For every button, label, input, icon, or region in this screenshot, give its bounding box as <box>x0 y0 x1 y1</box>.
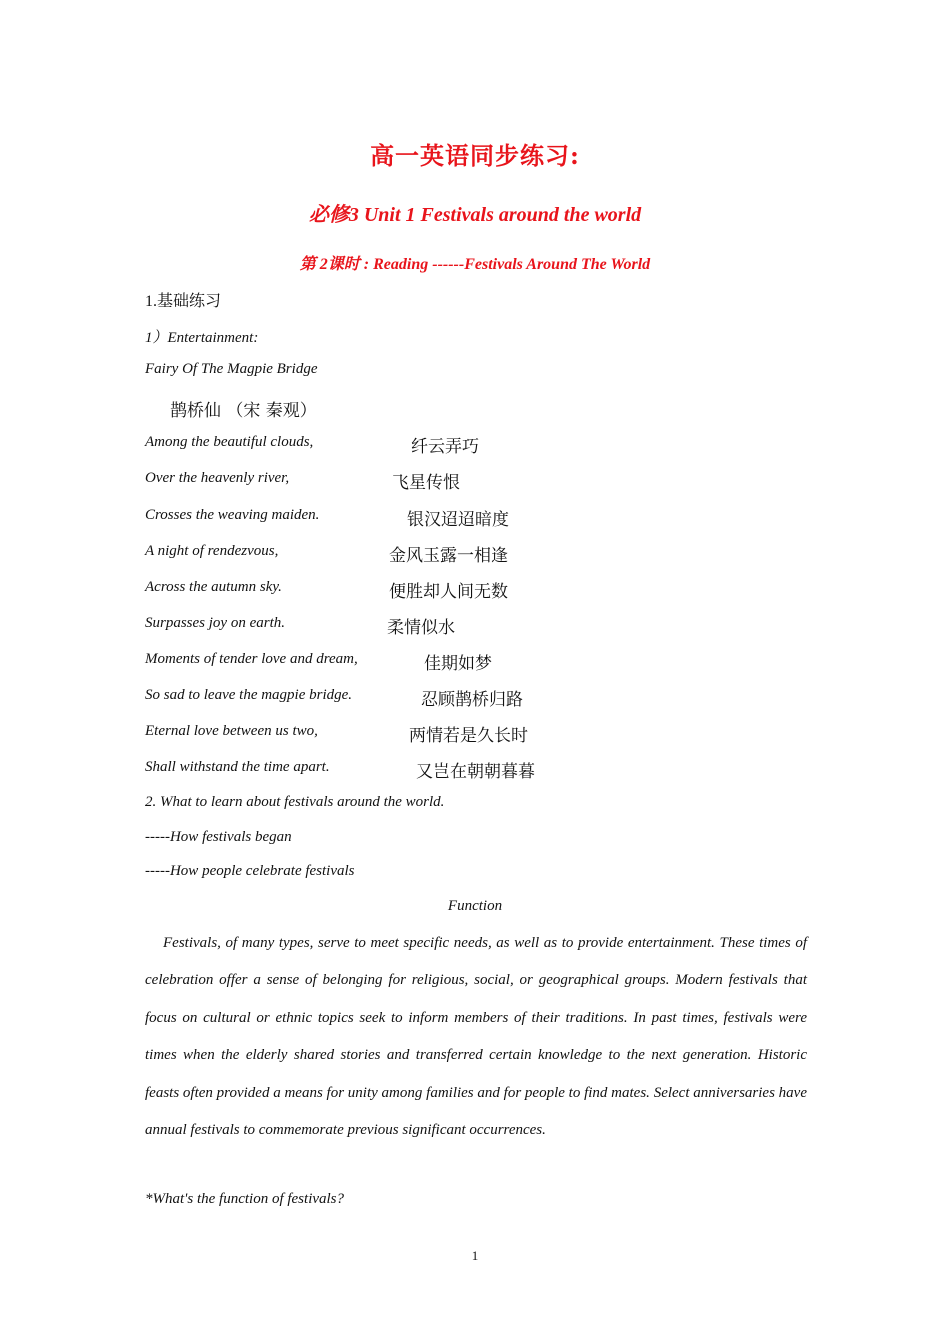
poem-line-cn: 飞星传恨 <box>392 473 460 493</box>
poem-line-en: Moments of tender love and dream, <box>145 651 358 667</box>
poem-line-cn: 柔情似水 <box>387 618 455 638</box>
poem-line-cn: 纤云弄巧 <box>411 437 479 457</box>
page-title: 高一英语同步练习: <box>370 141 580 170</box>
bullet-how-began: -----How festivals began <box>145 829 292 845</box>
page-number: 1 <box>471 1248 479 1263</box>
poem-line-en: Over the heavenly river, <box>145 470 290 486</box>
poem-line-cn: 忍顾鹊桥归路 <box>421 690 523 710</box>
poem-line-cn: 佳期如梦 <box>424 654 492 674</box>
function-paragraph: Festivals, of many types, serve to meet specific needs, as well as to provide entertainment. These times of celebration offer a sense of belonging for religious, social, or geographical groups. Modern festivals that focus on cultural or ethnic topics seek to inform members of their traditions. In past times, festivals were times when the elderly shared stories and transferred certain knowledge to the next generation. Historic feasts often provided a means for unity among families and for people to find mates. Select anniversaries have annual festivals to commemorate previous significant occurrences. <box>145 935 807 1139</box>
poem-line-cn: 又岂在朝朝暮暮 <box>416 762 535 782</box>
section2-heading: 2. What to learn about festivals around the world. <box>145 794 445 810</box>
poem-line-en: Surpasses joy on earth. <box>145 615 285 631</box>
poem-line-cn: 便胜却人间无数 <box>389 582 508 602</box>
entertainment-item: 1）Entertainment: <box>145 330 259 346</box>
function-heading: Function <box>447 898 503 914</box>
poem-line-en: Among the beautiful clouds, <box>145 434 314 450</box>
poem-line-en: A night of rendezvous, <box>145 543 279 559</box>
poem-line-cn: 两情若是久长时 <box>409 726 528 746</box>
poem-line-en: Eternal love between us two, <box>145 723 318 739</box>
lesson-title: 第 2课时 : Reading ------Festivals Around The World <box>299 256 651 273</box>
poem-line-en: Shall withstand the time apart. <box>145 759 330 775</box>
bullet-how-celebrate: -----How people celebrate festivals <box>145 863 355 879</box>
poem-line-en: Across the autumn sky. <box>145 579 282 595</box>
section1-heading: 1.基础练习 <box>145 293 222 310</box>
poem-title-en: Fairy Of The Magpie Bridge <box>145 361 318 377</box>
poem-line-cn: 金风玉露一相逢 <box>389 546 508 566</box>
poem-line-en: Crosses the weaving maiden. <box>145 507 320 523</box>
poem-title-cn: 鹊桥仙 （宋 秦观） <box>170 401 317 421</box>
poem-line-en: So sad to leave the magpie bridge. <box>145 687 353 703</box>
function-question: *What's the function of festivals? <box>145 1191 345 1207</box>
poem-line-cn: 银汉迢迢暗度 <box>407 510 509 530</box>
unit-subtitle: 必修3 Unit 1 Festivals around the world <box>308 204 642 226</box>
